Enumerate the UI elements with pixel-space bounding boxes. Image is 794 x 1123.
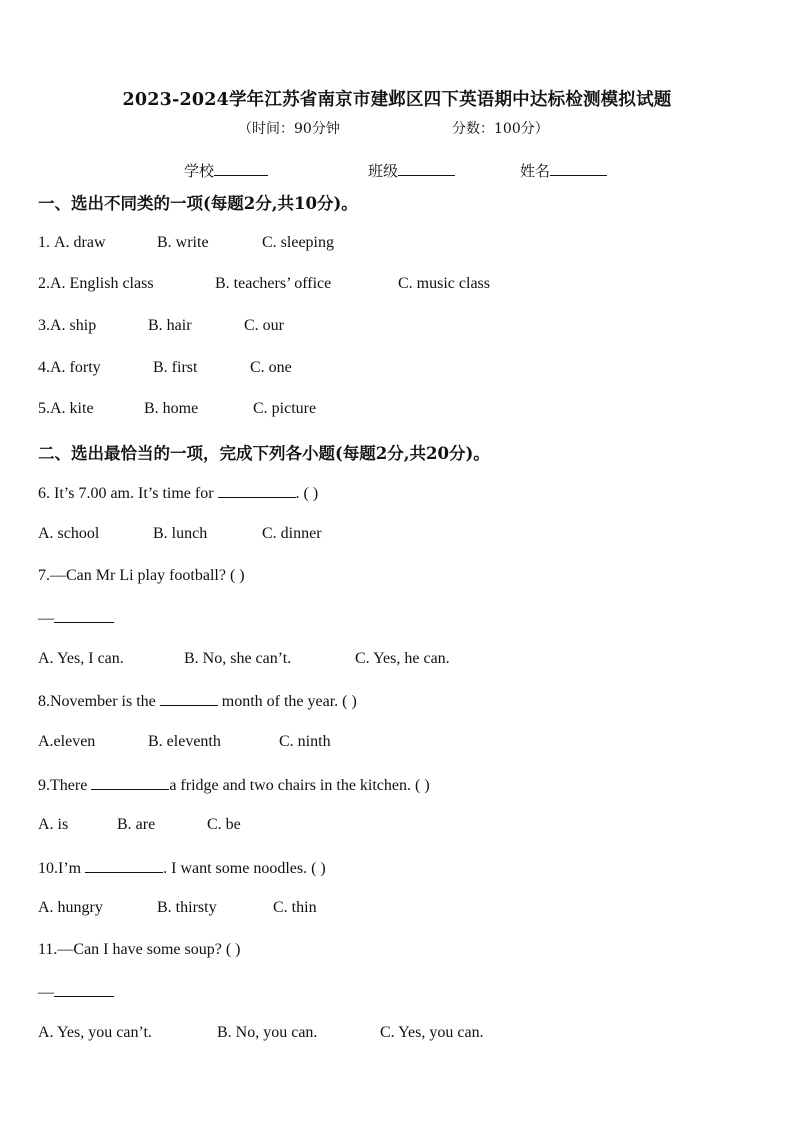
q4-option-a: A. forty (50, 359, 101, 376)
q10-option-a: A. hungry (38, 899, 103, 916)
q9-option-b: B. are (117, 816, 156, 833)
q6-option-a: A. school (38, 525, 100, 542)
section2-heading: 二、选出最恰当的一项，完成下列各小题(每题2分,共20分)。 (38, 444, 490, 463)
q9-option-c: C. be (207, 816, 241, 833)
q6-option-b: B. lunch (153, 525, 208, 542)
q2-option-b: B. teachers’ office (215, 275, 332, 292)
q4-num: 4. (38, 359, 50, 376)
q3-option-c: C. our (244, 317, 284, 334)
q11-option-a: A. Yes, you can’t. (38, 1024, 152, 1041)
name-label: 姓名 (520, 162, 551, 180)
question-3 (38, 317, 284, 335)
q9-stem-pre: 9.There (38, 777, 92, 794)
class-label: 班级 (368, 162, 399, 180)
q6-answer-blank[interactable] (218, 483, 296, 498)
q7-dash: — (38, 610, 54, 627)
q7-option-c: C. Yes, he can. (355, 650, 450, 667)
question-7-response (38, 608, 114, 628)
section1-heading: 一、选出不同类的一项(每题2分,共10分)。 (38, 194, 358, 213)
q5-option-a: A. kite (50, 400, 94, 417)
question-6 (38, 483, 318, 503)
q11-option-b: B. No, you can. (217, 1024, 318, 1041)
question-11-options (38, 1024, 484, 1042)
question-2 (38, 275, 490, 293)
q6-option-c: C. dinner (262, 525, 322, 542)
question-4 (38, 359, 292, 377)
exam-time: （时间：90分钟 (238, 121, 340, 137)
q8-stem-pre: 8.November is the (38, 693, 160, 710)
q8-option-a: A.eleven (38, 733, 96, 750)
exam-score: 分数：100分） (452, 121, 549, 137)
q8-option-c: C. ninth (279, 733, 331, 750)
question-6-options (38, 525, 322, 543)
q1-option-c: C. sleeping (262, 234, 334, 251)
q5-num: 5. (38, 400, 50, 417)
q7-answer-blank[interactable] (54, 608, 114, 623)
question-7: 7.—Can Mr Li play football? ( ) (38, 567, 245, 584)
q10-option-c: C. thin (273, 899, 317, 916)
question-5 (38, 400, 316, 418)
exam-title: 2023-2024学年江苏省南京市建邺区四下英语期中达标检测模拟试题 (122, 90, 672, 110)
name-blank[interactable] (550, 161, 607, 176)
question-8 (38, 691, 357, 711)
q9-answer-blank[interactable] (91, 775, 169, 790)
school-field (184, 160, 268, 181)
q11-dash: — (38, 984, 54, 1001)
q5-option-b: B. home (144, 400, 199, 417)
q4-option-c: C. one (250, 359, 292, 376)
question-8-options (38, 733, 331, 751)
q6-stem-post: . ( ) (295, 485, 319, 502)
q6-stem-pre: 6. It’s 7.00 am. It’s time for (38, 485, 218, 502)
q3-num: 3. (38, 317, 50, 334)
question-11-response (38, 982, 114, 1002)
exam-subtitle (238, 118, 549, 138)
q3-option-a: A. ship (50, 317, 97, 334)
school-blank[interactable] (214, 161, 268, 176)
q11-option-c: C. Yes, you can. (380, 1024, 484, 1041)
q7-option-a: A. Yes, I can. (38, 650, 124, 667)
q2-num: 2. (38, 275, 50, 292)
q1-num: 1. (38, 234, 54, 251)
q10-stem-post: . I want some noodles. ( ) (163, 860, 326, 877)
school-label: 学校 (184, 162, 215, 180)
q10-answer-blank[interactable] (85, 858, 163, 873)
q8-option-b: B. eleventh (148, 733, 221, 750)
q9-option-a: A. is (38, 816, 69, 833)
question-11: 11.—Can I have some soup? ( ) (38, 941, 241, 958)
q10-option-b: B. thirsty (157, 899, 217, 916)
class-blank[interactable] (398, 161, 455, 176)
question-10-options (38, 899, 317, 917)
q11-answer-blank[interactable] (54, 982, 114, 997)
q2-option-a: A. English class (50, 275, 154, 292)
q9-stem-post: a fridge and two chairs in the kitchen. ( ) (169, 777, 430, 794)
question-1 (38, 234, 334, 252)
q3-option-b: B. hair (148, 317, 192, 334)
class-field (368, 160, 455, 181)
q4-option-b: B. first (153, 359, 198, 376)
question-9-options (38, 816, 241, 834)
q1-option-a: A. draw (54, 234, 106, 251)
q5-option-c: C. picture (253, 400, 317, 417)
question-10 (38, 858, 326, 878)
q8-stem-post: month of the year. ( ) (217, 693, 357, 710)
q7-option-b: B. No, she can’t. (184, 650, 292, 667)
q1-option-b: B. write (157, 234, 209, 251)
q10-stem-pre: 10.I’m (38, 860, 86, 877)
name-field (520, 160, 607, 181)
question-7-options (38, 650, 450, 668)
question-9 (38, 775, 430, 795)
q2-option-c: C. music class (398, 275, 490, 292)
q8-answer-blank[interactable] (160, 691, 218, 706)
